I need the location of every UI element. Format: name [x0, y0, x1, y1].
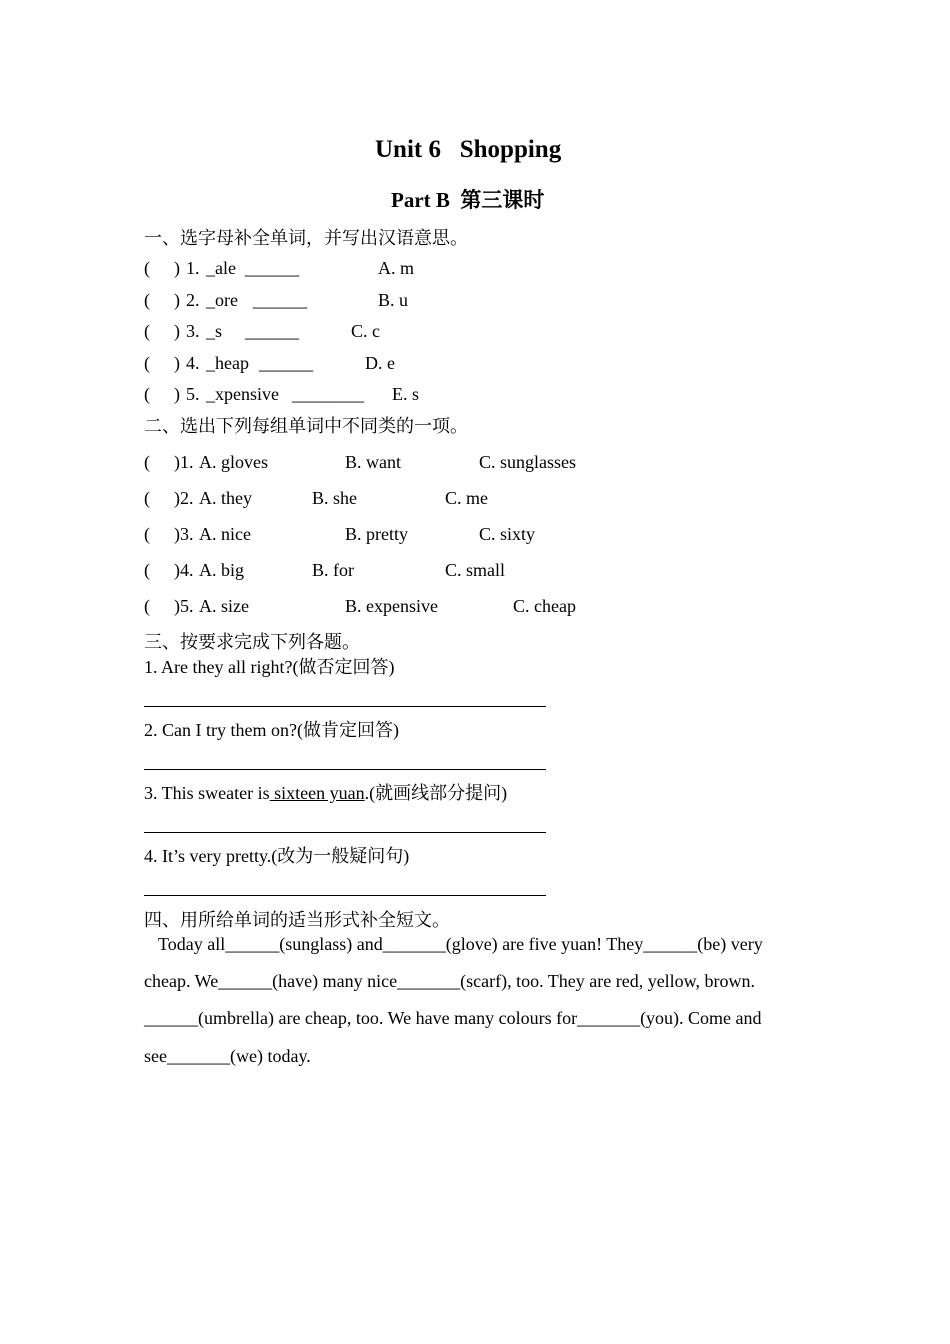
letter-option: C. c [351, 321, 380, 341]
meaning-blank: ______ [245, 258, 299, 278]
item-number: )4. [174, 560, 194, 580]
letter-option: B. u [378, 290, 409, 310]
answer-paren-open: ( [144, 560, 150, 580]
answer-line [144, 895, 546, 896]
letter-option: D. e [365, 353, 395, 373]
item-word: _heap [206, 353, 249, 373]
question-3-suffix: .(就画线部分提问) [364, 783, 508, 803]
option-b: B. pretty [345, 524, 408, 544]
section-four-heading: 四、用所给单词的适当形式补全短文。 [144, 910, 450, 930]
item-number: 4. [186, 353, 200, 373]
item-word: _xpensive [206, 384, 279, 404]
section-one-heading: 一、选字母补全单词，并写出汉语意思。 [144, 228, 468, 248]
section-three-heading: 三、按要求完成下列各题。 [144, 632, 360, 652]
answer-line [144, 769, 546, 770]
answer-paren-open: ( [144, 524, 150, 544]
answer-paren-close: ) [174, 258, 180, 278]
answer-paren-close: ) [174, 290, 180, 310]
option-b: B. expensive [345, 596, 438, 616]
question-1: 1. Are they all right?(做否定回答) [144, 657, 395, 677]
answer-paren-close: ) [174, 384, 180, 404]
question-4: 4. It’s very pretty.(改为一般疑问句) [144, 846, 410, 866]
meaning-blank: ________ [292, 384, 364, 404]
item-word: _s [206, 321, 223, 341]
meaning-blank: ______ [253, 290, 307, 310]
question-3-prefix: 3. This sweater is [144, 783, 270, 803]
answer-paren-open: ( [144, 321, 150, 341]
item-number: 5. [186, 384, 200, 404]
question-3 [144, 782, 507, 804]
option-a: A. they [199, 488, 252, 508]
page-subtitle: Part B 第三课时 [391, 188, 545, 212]
option-c: C. cheap [513, 596, 576, 616]
item-number: 3. [186, 321, 200, 341]
item-number: 2. [186, 290, 200, 310]
answer-line [144, 832, 546, 833]
question-2: 2. Can I try them on?(做肯定回答) [144, 720, 399, 740]
answer-paren-open: ( [144, 596, 150, 616]
answer-paren-open: ( [144, 488, 150, 508]
option-c: C. small [445, 560, 506, 580]
item-word: _ale [206, 258, 236, 278]
item-number: )5. [174, 596, 194, 616]
passage-line: Today all______(sunglass) and_______(glove) are five yuan! They______(be) very [158, 934, 763, 954]
item-number: )2. [174, 488, 194, 508]
option-c: C. sunglasses [479, 452, 577, 472]
item-word: _ore [206, 290, 238, 310]
item-number: )3. [174, 524, 194, 544]
option-b: B. want [345, 452, 401, 472]
answer-paren-close: ) [174, 321, 180, 341]
option-b: B. she [312, 488, 357, 508]
answer-paren-open: ( [144, 258, 150, 278]
option-a: A. size [199, 596, 249, 616]
answer-line [144, 706, 546, 707]
item-number: )1. [174, 452, 194, 472]
item-number: 1. [186, 258, 200, 278]
answer-paren-open: ( [144, 290, 150, 310]
option-c: C. me [445, 488, 488, 508]
passage-line: ______(umbrella) are cheap, too. We have many colours for_______(you). Come and [144, 1008, 762, 1028]
passage-line: cheap. We______(have) many nice_______(scarf), too. They are red, yellow, brown. [144, 971, 756, 991]
meaning-blank: ______ [245, 321, 299, 341]
page-title: Unit 6 Shopping [375, 136, 562, 163]
option-c: C. sixty [479, 524, 536, 544]
question-3-underlined: sixteen yuan [269, 783, 365, 803]
option-b: B. for [312, 560, 354, 580]
option-a: A. gloves [199, 452, 268, 472]
answer-paren-open: ( [144, 353, 150, 373]
meaning-blank: ______ [259, 353, 313, 373]
letter-option: E. s [392, 384, 419, 404]
answer-paren-close: ) [174, 353, 180, 373]
option-a: A. nice [199, 524, 251, 544]
answer-paren-open: ( [144, 384, 150, 404]
option-a: A. big [199, 560, 244, 580]
answer-paren-open: ( [144, 452, 150, 472]
letter-option: A. m [378, 258, 414, 278]
passage-line: see_______(we) today. [144, 1046, 311, 1066]
section-two-heading: 二、选出下列每组单词中不同类的一项。 [144, 416, 468, 436]
